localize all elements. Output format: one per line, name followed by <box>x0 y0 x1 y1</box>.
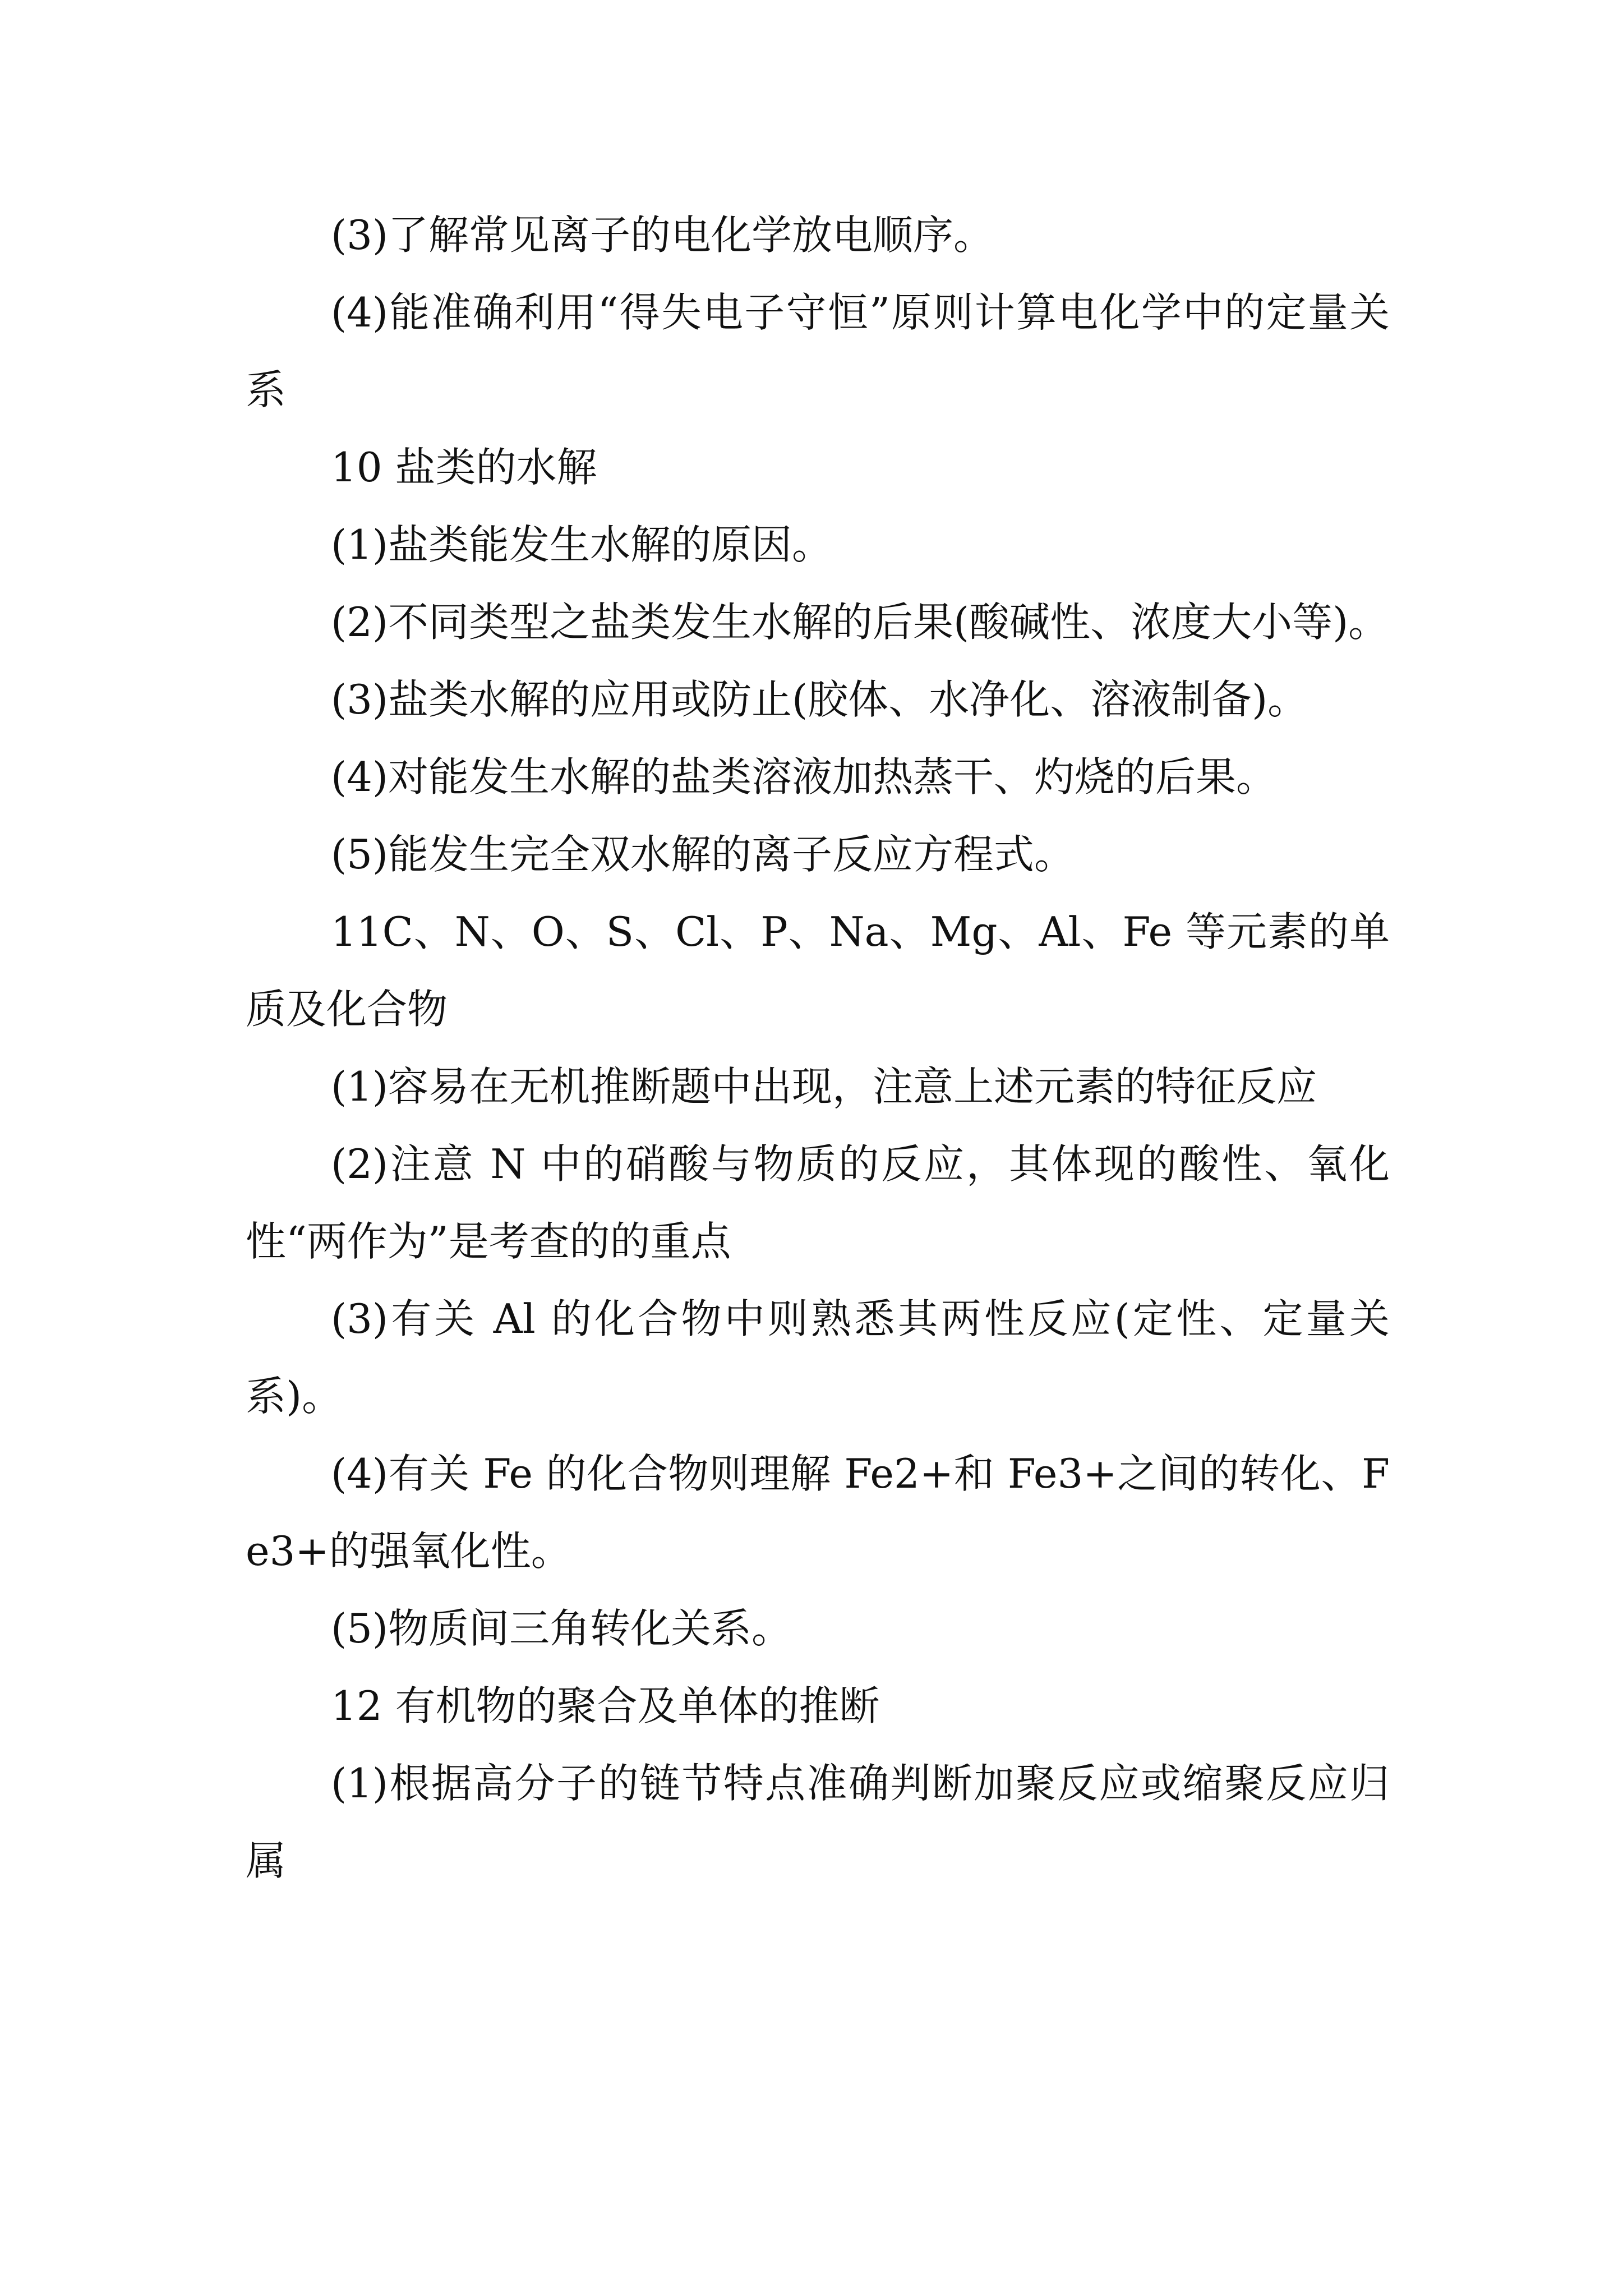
paragraph-electron-conservation: (4)能准确利用“得失电子守恒”原则计算电化学中的定量关系 <box>246 289 1390 413</box>
paragraph-hydrolysis-applications: (3)盐类水解的应用或防止(胶体、水净化、溶液制备)。 <box>331 676 1308 723</box>
paragraph-evaporation-results: (4)对能发生水解的盐类溶液加热蒸干、灼烧的后果。 <box>331 753 1276 800</box>
paragraph-inorganic-inference: (1)容易在无机推断题中出现，注意上述元素的特征反应 <box>331 1063 1317 1110</box>
paragraph-electrochem-discharge-order: (3)了解常见离子的电化学放电顺序。 <box>331 211 994 259</box>
paragraph-triangle-conversion: (5)物质间三角转化关系。 <box>331 1605 792 1652</box>
paragraph-hydrolysis-cause: (1)盐类能发生水解的原因。 <box>331 521 832 568</box>
paragraph-iron-conversion: (4)有关 Fe 的化合物则理解 Fe2+和 Fe3+之间的转化、Fe3+的强氧化性。 <box>246 1450 1390 1575</box>
section-heading-salt-hydrolysis: 10 盐类的水解 <box>331 444 597 491</box>
paragraph-polymer-classification: (1)根据高分子的链节特点准确判断加聚反应或缩聚反应归属 <box>246 1760 1390 1884</box>
paragraph-hydrolysis-consequences: (2)不同类型之盐类发生水解的后果(酸碱性、浓度大小等)。 <box>331 599 1389 646</box>
document-body <box>246 196 1390 1899</box>
paragraph-double-hydrolysis: (5)能发生完全双水解的离子反应方程式。 <box>331 831 1075 878</box>
section-heading-elements: 11C、N、O、S、Cl、P、Na、Mg、Al、Fe 等元素的单质及化合物 <box>246 908 1390 1033</box>
section-heading-polymerization: 12 有机物的聚合及单体的推断 <box>331 1682 880 1729</box>
paragraph-nitric-acid: (2)注意 N 中的硝酸与物质的反应，其体现的酸性、氧化性“两作为”是考查的的重点 <box>246 1140 1390 1265</box>
paragraph-aluminum-amphoteric: (3)有关 Al 的化合物中则熟悉其两性反应(定性、定量关系)。 <box>246 1295 1390 1420</box>
